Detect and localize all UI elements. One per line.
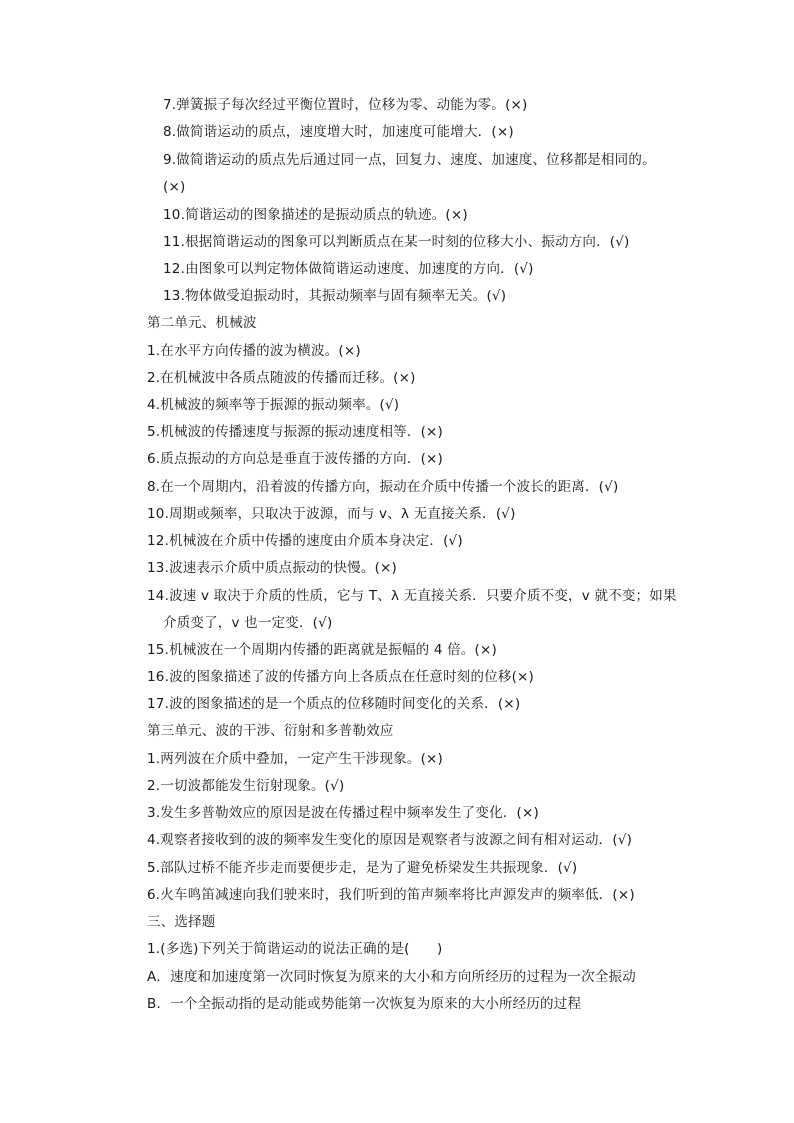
unit1-item-8: 8.做简谐运动的质点，速度增大时，加速度可能增大．(×)	[163, 124, 514, 140]
unit2-item: 16.波的图象描述了波的传播方向上各质点在任意时刻的位移(×)	[147, 669, 535, 685]
unit3-item: 5.部队过桥不能齐步走而要便步走，是为了避免桥梁发生共振现象．(√)	[147, 860, 578, 876]
unit1-item-9: 9.做简谐运动的质点先后通过同一点，回复力、速度、加速度、位移都是相同的。	[163, 152, 656, 168]
unit3-item: 4.观察者接收到的波的频率发生变化的原因是观察者与波源之间有相对运动．(√)	[147, 832, 633, 848]
unit3-item: 6.火车鸣笛减速向我们驶来时，我们听到的笛声频率将比声源发声的频率低．(×)	[147, 887, 635, 903]
unit2-item: 15.机械波在一个周期内传播的距离就是振幅的 4 倍。(×)	[147, 642, 497, 658]
unit2-item: 12.机械波在介质中传播的速度由介质本身决定．(√)	[147, 533, 463, 549]
unit2-item: 2.在机械波中各质点随波的传播而迁移。(×)	[147, 370, 416, 386]
unit2-item: 17.波的图象描述的是一个质点的位移随时间变化的关系．(×)	[147, 696, 521, 712]
unit1-item-12: 12.由图象可以判定物体做简谐运动速度、加速度的方向．(√)	[163, 261, 534, 277]
option-a: A．速度和加速度第一次同时恢复为原来的大小和方向所经历的过程为一次全振动	[147, 969, 636, 985]
unit2-item: 14.波速 v 取决于介质的性质，它与 T、λ 无直接关系．只要介质不变，v 就不变；如果	[147, 588, 677, 604]
unit1-item-9-cont: (×)	[163, 179, 186, 195]
option-b: B．一个全振动指的是动能或势能第一次恢复为原来的大小所经历的过程	[147, 996, 582, 1012]
unit2-item-cont: 介质变了，v 也一定变．(√)	[163, 615, 333, 631]
section3-heading: 三、选择题	[147, 914, 216, 930]
unit2-item: 1.在水平方向传播的波为横波。(×)	[147, 343, 361, 359]
unit3-item: 1.两列波在介质中叠加，一定产生干涉现象。(×)	[147, 751, 444, 767]
unit3-item: 2.一切波都能发生衍射现象。(√)	[147, 778, 345, 794]
unit1-item-10: 10.简谐运动的图象描述的是振动质点的轨迹。(×)	[163, 207, 468, 223]
unit2-heading: 第二单元、机械波	[147, 315, 257, 331]
unit2-item: 13.波速表示介质中质点振动的快慢。(×)	[147, 560, 398, 576]
unit1-item-7: 7.弹簧振子每次经过平衡位置时，位移为零、动能为零。(×)	[163, 97, 528, 113]
unit2-item: 6.质点振动的方向总是垂直于波传播的方向．(×)	[147, 451, 444, 467]
unit2-item: 4.机械波的频率等于振源的振动频率。(√)	[147, 397, 400, 413]
unit3-item: 3.发生多普勒效应的原因是波在传播过程中频率发生了变化．(×)	[147, 805, 539, 821]
unit1-item-13: 13.物体做受迫振动时，其振动频率与固有频率无关。(√)	[163, 288, 507, 304]
unit2-item: 8.在一个周期内，沿着波的传播方向，振动在介质中传播一个波长的距离．(√)	[147, 479, 619, 495]
unit3-heading: 第三单元、波的干涉、衍射和多普勒效应	[147, 723, 394, 739]
unit2-item: 10.周期或频率，只取决于波源，而与 v、λ 无直接关系．(√)	[147, 506, 516, 522]
question-stem: 1.(多选)下列关于简谐运动的说法正确的是( )	[147, 941, 443, 957]
unit2-item: 5.机械波的传播速度与振源的振动速度相等．(×)	[147, 424, 444, 440]
unit1-item-11: 11.根据简谐运动的图象可以判断质点在某一时刻的位移大小、振动方向．(√)	[163, 234, 630, 250]
